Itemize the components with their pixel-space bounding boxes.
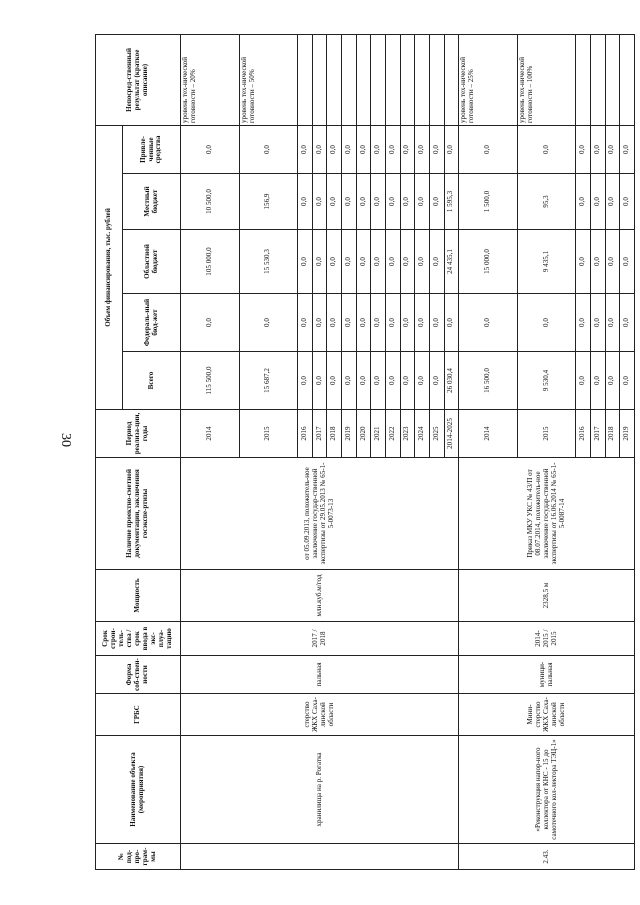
amount-attracted: 0,0: [415, 126, 430, 174]
amount-total: 0,0: [620, 352, 635, 410]
page-number: 30: [58, 433, 73, 447]
amount-total: 15 687,2: [239, 352, 298, 410]
period-year: 2016: [576, 410, 591, 458]
amount-regional: 0,0: [400, 230, 415, 294]
amount-total: 0,0: [371, 352, 386, 410]
period-year: 2016: [298, 410, 313, 458]
period-year: 2020: [356, 410, 371, 458]
funding-table: [95, 34, 635, 870]
amount-regional: 0,0: [429, 230, 444, 294]
amount-attracted: 0,0: [386, 126, 401, 174]
amount-local: 0,0: [400, 174, 415, 230]
amount-total: 0,0: [327, 352, 342, 410]
object-ownership: муници-пальная: [459, 656, 635, 694]
period-year: 2015: [517, 410, 576, 458]
amount-total: 0,0: [591, 352, 606, 410]
amount-federal: 0,0: [415, 294, 430, 352]
amount-regional: 0,0: [605, 230, 620, 294]
result-description: уровень тех-нической готовности – 20%: [181, 35, 240, 126]
amount-federal: 0,0: [620, 294, 635, 352]
result-description: [576, 35, 591, 126]
object-docs: Приказ МКУ УКС № 43/П от 08.07.2014, положитель-ное заключение государ-ственной экспертизы от 16.06.2014 № 65-1-5-0087-14: [459, 458, 635, 570]
amount-local: 0,0: [371, 174, 386, 230]
amount-attracted: 0,0: [298, 126, 313, 174]
amount-federal: 0,0: [400, 294, 415, 352]
amount-regional: 0,0: [327, 230, 342, 294]
amount-local: 0,0: [327, 174, 342, 230]
amount-federal: 0,0: [576, 294, 591, 352]
header-total: Всего: [123, 352, 181, 410]
object-name: «Реконструкция напор-ного коллектора от КНС - 15 до самотечного кол-лектора ТЭЦ-1»: [459, 736, 635, 844]
header-attracted: Привле-ченные средства: [123, 126, 181, 174]
period-year: 2014: [181, 410, 240, 458]
amount-attracted: 0,0: [444, 126, 459, 174]
amount-total: 26 030,4: [444, 352, 459, 410]
amount-regional: 0,0: [312, 230, 327, 294]
result-description: [298, 35, 313, 126]
amount-regional: 15 000,0: [459, 230, 518, 294]
amount-attracted: 0,0: [342, 126, 357, 174]
result-description: [400, 35, 415, 126]
amount-total: 0,0: [356, 352, 371, 410]
amount-federal: 0,0: [517, 294, 576, 352]
amount-local: 0,0: [576, 174, 591, 230]
result-description: [444, 35, 459, 126]
amount-federal: 0,0: [181, 294, 240, 352]
amount-total: 0,0: [400, 352, 415, 410]
amount-local: 95,3: [517, 174, 576, 230]
amount-regional: 15 530,3: [239, 230, 298, 294]
amount-attracted: 0,0: [605, 126, 620, 174]
result-description: уровень тех-нической готовности – 25%: [459, 35, 518, 126]
amount-regional: 0,0: [298, 230, 313, 294]
amount-total: 0,0: [576, 352, 591, 410]
header-federal: Федераль-ный бюд-жет: [123, 294, 181, 352]
amount-local: 0,0: [429, 174, 444, 230]
amount-local: 156,9: [239, 174, 298, 230]
header-period: Период реализа-ции, годы: [96, 410, 181, 458]
rotated-page: [95, 35, 635, 870]
amount-total: 0,0: [342, 352, 357, 410]
result-description: [605, 35, 620, 126]
amount-federal: 0,0: [459, 294, 518, 352]
amount-local: 1 500,0: [459, 174, 518, 230]
header-name: Наименование объекта (мероприятия): [96, 736, 181, 844]
result-description: уровень тех-нической готовности – 100%: [517, 35, 576, 126]
amount-local: 0,0: [415, 174, 430, 230]
period-year: 2024: [415, 410, 430, 458]
amount-total: 115 500,0: [181, 352, 240, 410]
result-description: [371, 35, 386, 126]
amount-regional: 0,0: [371, 230, 386, 294]
result-description: [620, 35, 635, 126]
amount-regional: 105 000,0: [181, 230, 240, 294]
period-year: 2017: [312, 410, 327, 458]
header-num: № под-про-грам-мы: [96, 844, 181, 870]
amount-federal: 0,0: [342, 294, 357, 352]
amount-attracted: 0,0: [620, 126, 635, 174]
header-term: Срок строи-тель-ства / срок ввода в экс-плуа-тацию: [96, 622, 181, 656]
period-year: 2017: [591, 410, 606, 458]
amount-regional: 0,0: [620, 230, 635, 294]
amount-federal: 0,0: [356, 294, 371, 352]
amount-regional: 0,0: [591, 230, 606, 294]
result-description: [429, 35, 444, 126]
amount-regional: 0,0: [356, 230, 371, 294]
header-form: Форма соб-ствен-ности: [96, 656, 181, 694]
amount-federal: 0,0: [371, 294, 386, 352]
amount-total: 0,0: [429, 352, 444, 410]
table-row: [459, 35, 518, 870]
amount-local: 10 500,0: [181, 174, 240, 230]
result-description: [356, 35, 371, 126]
amount-regional: 9 435,1: [517, 230, 576, 294]
amount-federal: 0,0: [605, 294, 620, 352]
amount-attracted: 0,0: [517, 126, 576, 174]
table-row: [181, 35, 240, 870]
period-year: 2014-2025: [444, 410, 459, 458]
amount-attracted: 0,0: [400, 126, 415, 174]
amount-federal: 0,0: [312, 294, 327, 352]
object-name: хранилища на р. Рогатка: [181, 736, 459, 844]
result-description: [386, 35, 401, 126]
object-number: 2.43.: [459, 844, 635, 870]
period-year: 2025: [429, 410, 444, 458]
period-year: 2014: [459, 410, 518, 458]
amount-federal: 0,0: [429, 294, 444, 352]
amount-local: 0,0: [312, 174, 327, 230]
period-year: 2022: [386, 410, 401, 458]
header-power: Мощность: [96, 570, 181, 622]
amount-regional: 0,0: [576, 230, 591, 294]
period-year: 2023: [400, 410, 415, 458]
amount-local: 0,0: [386, 174, 401, 230]
object-power: млн.куб.м/год: [181, 570, 459, 622]
amount-local: 1 595,3: [444, 174, 459, 230]
object-term: 2017 / 2018: [181, 622, 459, 656]
header-funding: Объем финансирования, тыс. рублей: [96, 126, 123, 410]
header-local: Местный бюджет: [123, 174, 181, 230]
header-result: Непосред-ственный результат (краткое описание): [96, 35, 181, 126]
amount-attracted: 0,0: [459, 126, 518, 174]
amount-attracted: 0,0: [239, 126, 298, 174]
period-year: 2019: [342, 410, 357, 458]
amount-attracted: 0,0: [356, 126, 371, 174]
amount-local: 0,0: [342, 174, 357, 230]
amount-attracted: 0,0: [429, 126, 444, 174]
result-description: [415, 35, 430, 126]
amount-regional: 0,0: [386, 230, 401, 294]
header-grbs: ГРБС: [96, 694, 181, 736]
amount-local: 0,0: [605, 174, 620, 230]
amount-regional: 0,0: [342, 230, 357, 294]
period-year: 2018: [605, 410, 620, 458]
amount-total: 0,0: [415, 352, 430, 410]
period-year: 2019: [620, 410, 635, 458]
amount-local: 0,0: [591, 174, 606, 230]
amount-attracted: 0,0: [327, 126, 342, 174]
table-body: [181, 35, 635, 870]
amount-federal: 0,0: [327, 294, 342, 352]
result-description: [312, 35, 327, 126]
amount-federal: 0,0: [386, 294, 401, 352]
object-docs: от 05.09.2013, положитель-ное заключение государ-ственной экспертизы от 29.05.2013 № 65-1-5-0073-13: [181, 458, 459, 570]
object-grbs: стерство ЖКХ Саха-линской области: [181, 694, 459, 736]
amount-regional: 24 435,1: [444, 230, 459, 294]
amount-attracted: 0,0: [591, 126, 606, 174]
period-year: 2021: [371, 410, 386, 458]
amount-total: 0,0: [312, 352, 327, 410]
result-description: [591, 35, 606, 126]
amount-attracted: 0,0: [576, 126, 591, 174]
object-power: 2328,5 м: [459, 570, 635, 622]
object-number: [181, 844, 459, 870]
amount-local: 0,0: [620, 174, 635, 230]
amount-total: 9 530,4: [517, 352, 576, 410]
amount-federal: 0,0: [444, 294, 459, 352]
amount-local: 0,0: [356, 174, 371, 230]
object-term: 2014-2015 / 2015: [459, 622, 635, 656]
amount-total: 16 500,0: [459, 352, 518, 410]
amount-attracted: 0,0: [312, 126, 327, 174]
amount-total: 0,0: [386, 352, 401, 410]
amount-regional: 0,0: [415, 230, 430, 294]
result-description: [342, 35, 357, 126]
result-description: уровень тех-нической готовности – 50%: [239, 35, 298, 126]
amount-total: 0,0: [605, 352, 620, 410]
header-regional: Областной бюджет: [123, 230, 181, 294]
amount-local: 0,0: [298, 174, 313, 230]
amount-federal: 0,0: [298, 294, 313, 352]
object-grbs: Мини-стерство ЖКХ Саха-линской области: [459, 694, 635, 736]
amount-federal: 0,0: [591, 294, 606, 352]
amount-attracted: 0,0: [371, 126, 386, 174]
header-docs: Наличие проектно-сметной документации, заключения госэкспе-ртизы: [96, 458, 181, 570]
object-ownership: пальная: [181, 656, 459, 694]
period-year: 2018: [327, 410, 342, 458]
result-description: [327, 35, 342, 126]
amount-federal: 0,0: [239, 294, 298, 352]
period-year: 2015: [239, 410, 298, 458]
amount-attracted: 0,0: [181, 126, 240, 174]
amount-total: 0,0: [298, 352, 313, 410]
